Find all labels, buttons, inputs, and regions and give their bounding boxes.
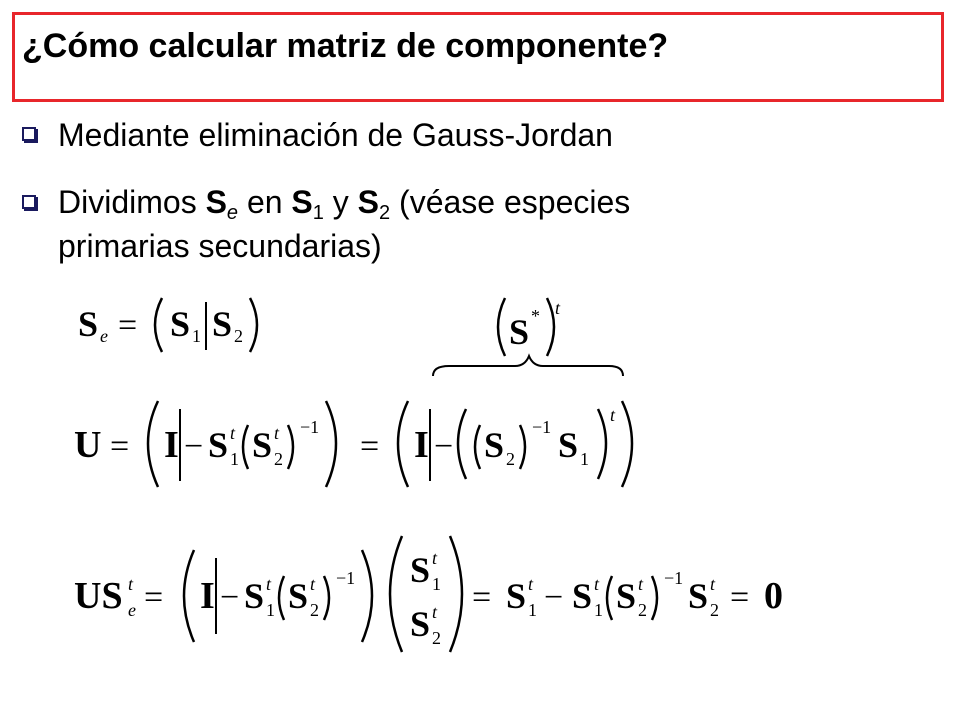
svg-text:1: 1 <box>580 449 589 469</box>
svg-text:S: S <box>170 304 191 344</box>
svg-text:−: − <box>184 428 204 465</box>
bullet-2-line2: primarias secundarias) <box>58 228 382 264</box>
equation-use-zero <box>74 530 834 665</box>
equation-u <box>74 395 674 500</box>
svg-text:−1: −1 <box>336 568 356 588</box>
svg-text:=: = <box>472 579 492 616</box>
bullet-2-text: Dividimos $S_e$ en $S_1$ y $S_2$ (véase especies <box>58 184 631 224</box>
svg-text:t: t <box>555 298 561 318</box>
svg-text:S: S <box>208 425 229 465</box>
svg-text:2: 2 <box>432 628 441 648</box>
svg-text:−: − <box>434 428 454 465</box>
svg-text:2: 2 <box>506 449 515 469</box>
svg-text:1: 1 <box>230 449 239 469</box>
svg-text:2: 2 <box>710 600 719 620</box>
svg-text:1: 1 <box>192 326 201 346</box>
svg-text:US: US <box>74 575 123 617</box>
svg-text:2: 2 <box>234 326 243 346</box>
equation-sstar-brace <box>425 292 635 387</box>
svg-text:2: 2 <box>310 600 319 620</box>
square-bullet-icon <box>22 127 36 141</box>
svg-text:S: S <box>410 604 431 644</box>
svg-text:=: = <box>144 579 164 616</box>
svg-text:−1: −1 <box>300 417 320 437</box>
square-bullet-icon <box>22 195 36 209</box>
svg-text:t: t <box>230 423 236 443</box>
svg-text:2: 2 <box>638 600 647 620</box>
svg-text:S: S <box>616 576 637 616</box>
svg-text:S: S <box>212 304 233 344</box>
svg-text:S: S <box>244 576 265 616</box>
svg-text:=: = <box>118 307 138 344</box>
svg-text:U: U <box>74 424 102 466</box>
svg-text:S: S <box>484 425 505 465</box>
svg-text:1: 1 <box>432 574 441 594</box>
svg-text:t: t <box>128 574 134 594</box>
svg-text:=: = <box>110 428 130 465</box>
svg-text:t: t <box>274 423 280 443</box>
svg-text:I: I <box>164 424 179 466</box>
svg-text:S: S <box>509 312 530 352</box>
svg-text:e: e <box>100 326 108 346</box>
svg-text:t: t <box>638 574 644 594</box>
bullet-1-text: Mediante eliminación de Gauss-Jordan <box>58 117 613 153</box>
svg-text:S: S <box>572 576 593 616</box>
svg-text:S: S <box>558 425 579 465</box>
svg-text:t: t <box>528 574 534 594</box>
svg-text:=: = <box>730 579 750 616</box>
svg-text:0: 0 <box>764 575 783 617</box>
svg-text:t: t <box>310 574 316 594</box>
svg-text:S: S <box>410 550 431 590</box>
svg-text:1: 1 <box>266 600 275 620</box>
svg-text:t: t <box>594 574 600 594</box>
svg-text:=: = <box>360 428 380 465</box>
svg-text:t: t <box>610 405 616 425</box>
svg-text:−: − <box>544 579 564 616</box>
svg-text:I: I <box>414 424 429 466</box>
svg-text:S: S <box>78 304 99 344</box>
svg-text:−1: −1 <box>532 417 552 437</box>
equation-se-partition <box>78 290 298 365</box>
svg-text:2: 2 <box>274 449 283 469</box>
slide-title: ¿Cómo calcular matriz de componente? <box>22 27 669 65</box>
svg-text:S: S <box>252 425 273 465</box>
svg-text:t: t <box>710 574 716 594</box>
svg-text:t: t <box>432 602 438 622</box>
svg-text:I: I <box>200 575 215 617</box>
svg-text:−1: −1 <box>664 568 684 588</box>
svg-text:t: t <box>266 574 272 594</box>
svg-text:1: 1 <box>594 600 603 620</box>
svg-text:t: t <box>432 548 438 568</box>
svg-text:1: 1 <box>528 600 537 620</box>
svg-text:S: S <box>688 576 709 616</box>
svg-text:S: S <box>506 576 527 616</box>
svg-text:S: S <box>288 576 309 616</box>
svg-text:−: − <box>220 579 240 616</box>
svg-text:*: * <box>531 306 540 326</box>
svg-text:e: e <box>128 600 136 620</box>
